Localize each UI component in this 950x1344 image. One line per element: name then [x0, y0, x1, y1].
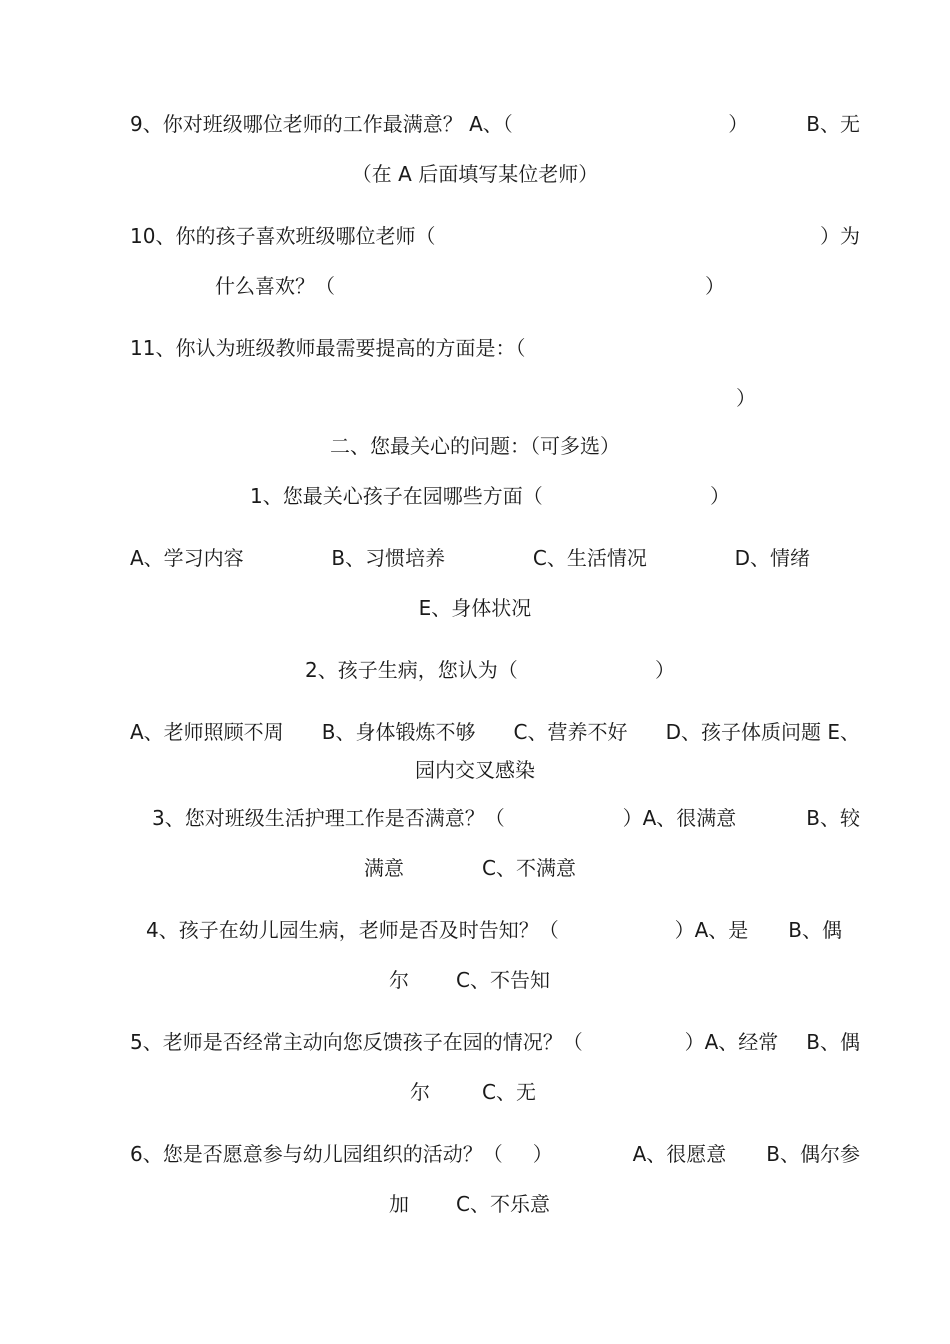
q9-hint: （在 A 后面填写某位老师）	[351, 162, 599, 186]
s5-option-c: C、无	[482, 1080, 536, 1104]
s5-line1	[130, 1028, 860, 1056]
s1-option-e: E、身体状况	[418, 596, 532, 620]
s5-option-a: ）A、经常	[684, 1030, 779, 1054]
s1-option-d: D、情绪	[734, 546, 810, 570]
s3-option-b: B、较	[806, 806, 860, 830]
s6-option-b: B、偶尔参	[766, 1142, 860, 1166]
s2-option-c: C、营养不好	[513, 720, 628, 744]
s3-option-a: ）A、很满意	[622, 806, 737, 830]
s1-question-line	[250, 482, 730, 510]
s1-option-c: C、生活情况	[532, 546, 647, 570]
s2-option-a: A、老师照顾不周	[130, 720, 284, 744]
s4-question: 4、孩子在幼儿园生病，老师是否及时告知？（	[146, 918, 559, 942]
q9-option-b: B、无	[806, 112, 860, 136]
s6-option-a: A、很愿意	[632, 1142, 727, 1166]
s1-question: 1、您最关心孩子在园哪些方面（	[250, 484, 543, 508]
q11-blank-close: ）	[736, 386, 756, 410]
q10-line2	[215, 272, 725, 300]
q10-blank-close: ）为	[820, 224, 860, 248]
s4-option-a: ）A、是	[674, 918, 749, 942]
s1-options-row1	[130, 544, 810, 572]
s4-line1	[146, 916, 842, 944]
s1-option-a: A、学习内容	[130, 546, 244, 570]
s6-line1	[130, 1140, 860, 1168]
s1-option-b: B、习惯培养	[331, 546, 446, 570]
s2-blank-close: ）	[655, 658, 675, 682]
s6-option-c: C、不乐意	[456, 1192, 550, 1216]
s3-question: 3、您对班级生活护理工作是否满意？（	[152, 806, 505, 830]
s2-question: 2、孩子生病，您认为（	[305, 658, 518, 682]
s6-blank-close: ）	[532, 1142, 553, 1166]
s2-question-line	[305, 656, 675, 684]
s2-option-e: 园内交叉感染	[415, 758, 535, 782]
q10-why-close: ）	[705, 274, 725, 298]
s3-option-c: C、不满意	[482, 856, 576, 880]
s3-line1	[152, 804, 860, 832]
s5-line2-a: 尔	[410, 1080, 430, 1104]
q10-line1	[130, 222, 860, 250]
s3-line2-a: 满意	[364, 856, 404, 880]
s5-question: 5、老师是否经常主动向您反馈孩子在园的情况？（	[130, 1030, 583, 1054]
s2-options-row1	[130, 718, 860, 746]
q9-line1	[130, 110, 860, 138]
q9-blank-close: ）	[728, 112, 749, 136]
s4-option-c: C、不告知	[456, 968, 550, 992]
s2-option-b: B、身体锻炼不够	[321, 720, 476, 744]
s4-line2-a: 尔	[389, 968, 409, 992]
s4-option-b: B、偶	[788, 918, 842, 942]
s1-blank-close: ）	[710, 484, 730, 508]
s2-option-d: D、孩子体质问题 E、	[665, 720, 860, 744]
s6-line2-a: 加	[389, 1192, 409, 1216]
s5-option-b: B、偶	[806, 1030, 860, 1054]
s6-question: 6、您是否愿意参与幼儿园组织的活动？（	[130, 1142, 503, 1166]
q10-question: 10、你的孩子喜欢班级哪位老师（	[130, 224, 436, 248]
q9-question: 9、你对班级哪位老师的工作最满意？ A、（	[130, 112, 513, 136]
q10-why: 什么喜欢？（	[215, 274, 335, 298]
q11-question: 11、你认为班级教师最需要提高的方面是：（	[130, 336, 526, 360]
section2-title: 二、您最关心的问题：（可多选）	[330, 434, 620, 458]
